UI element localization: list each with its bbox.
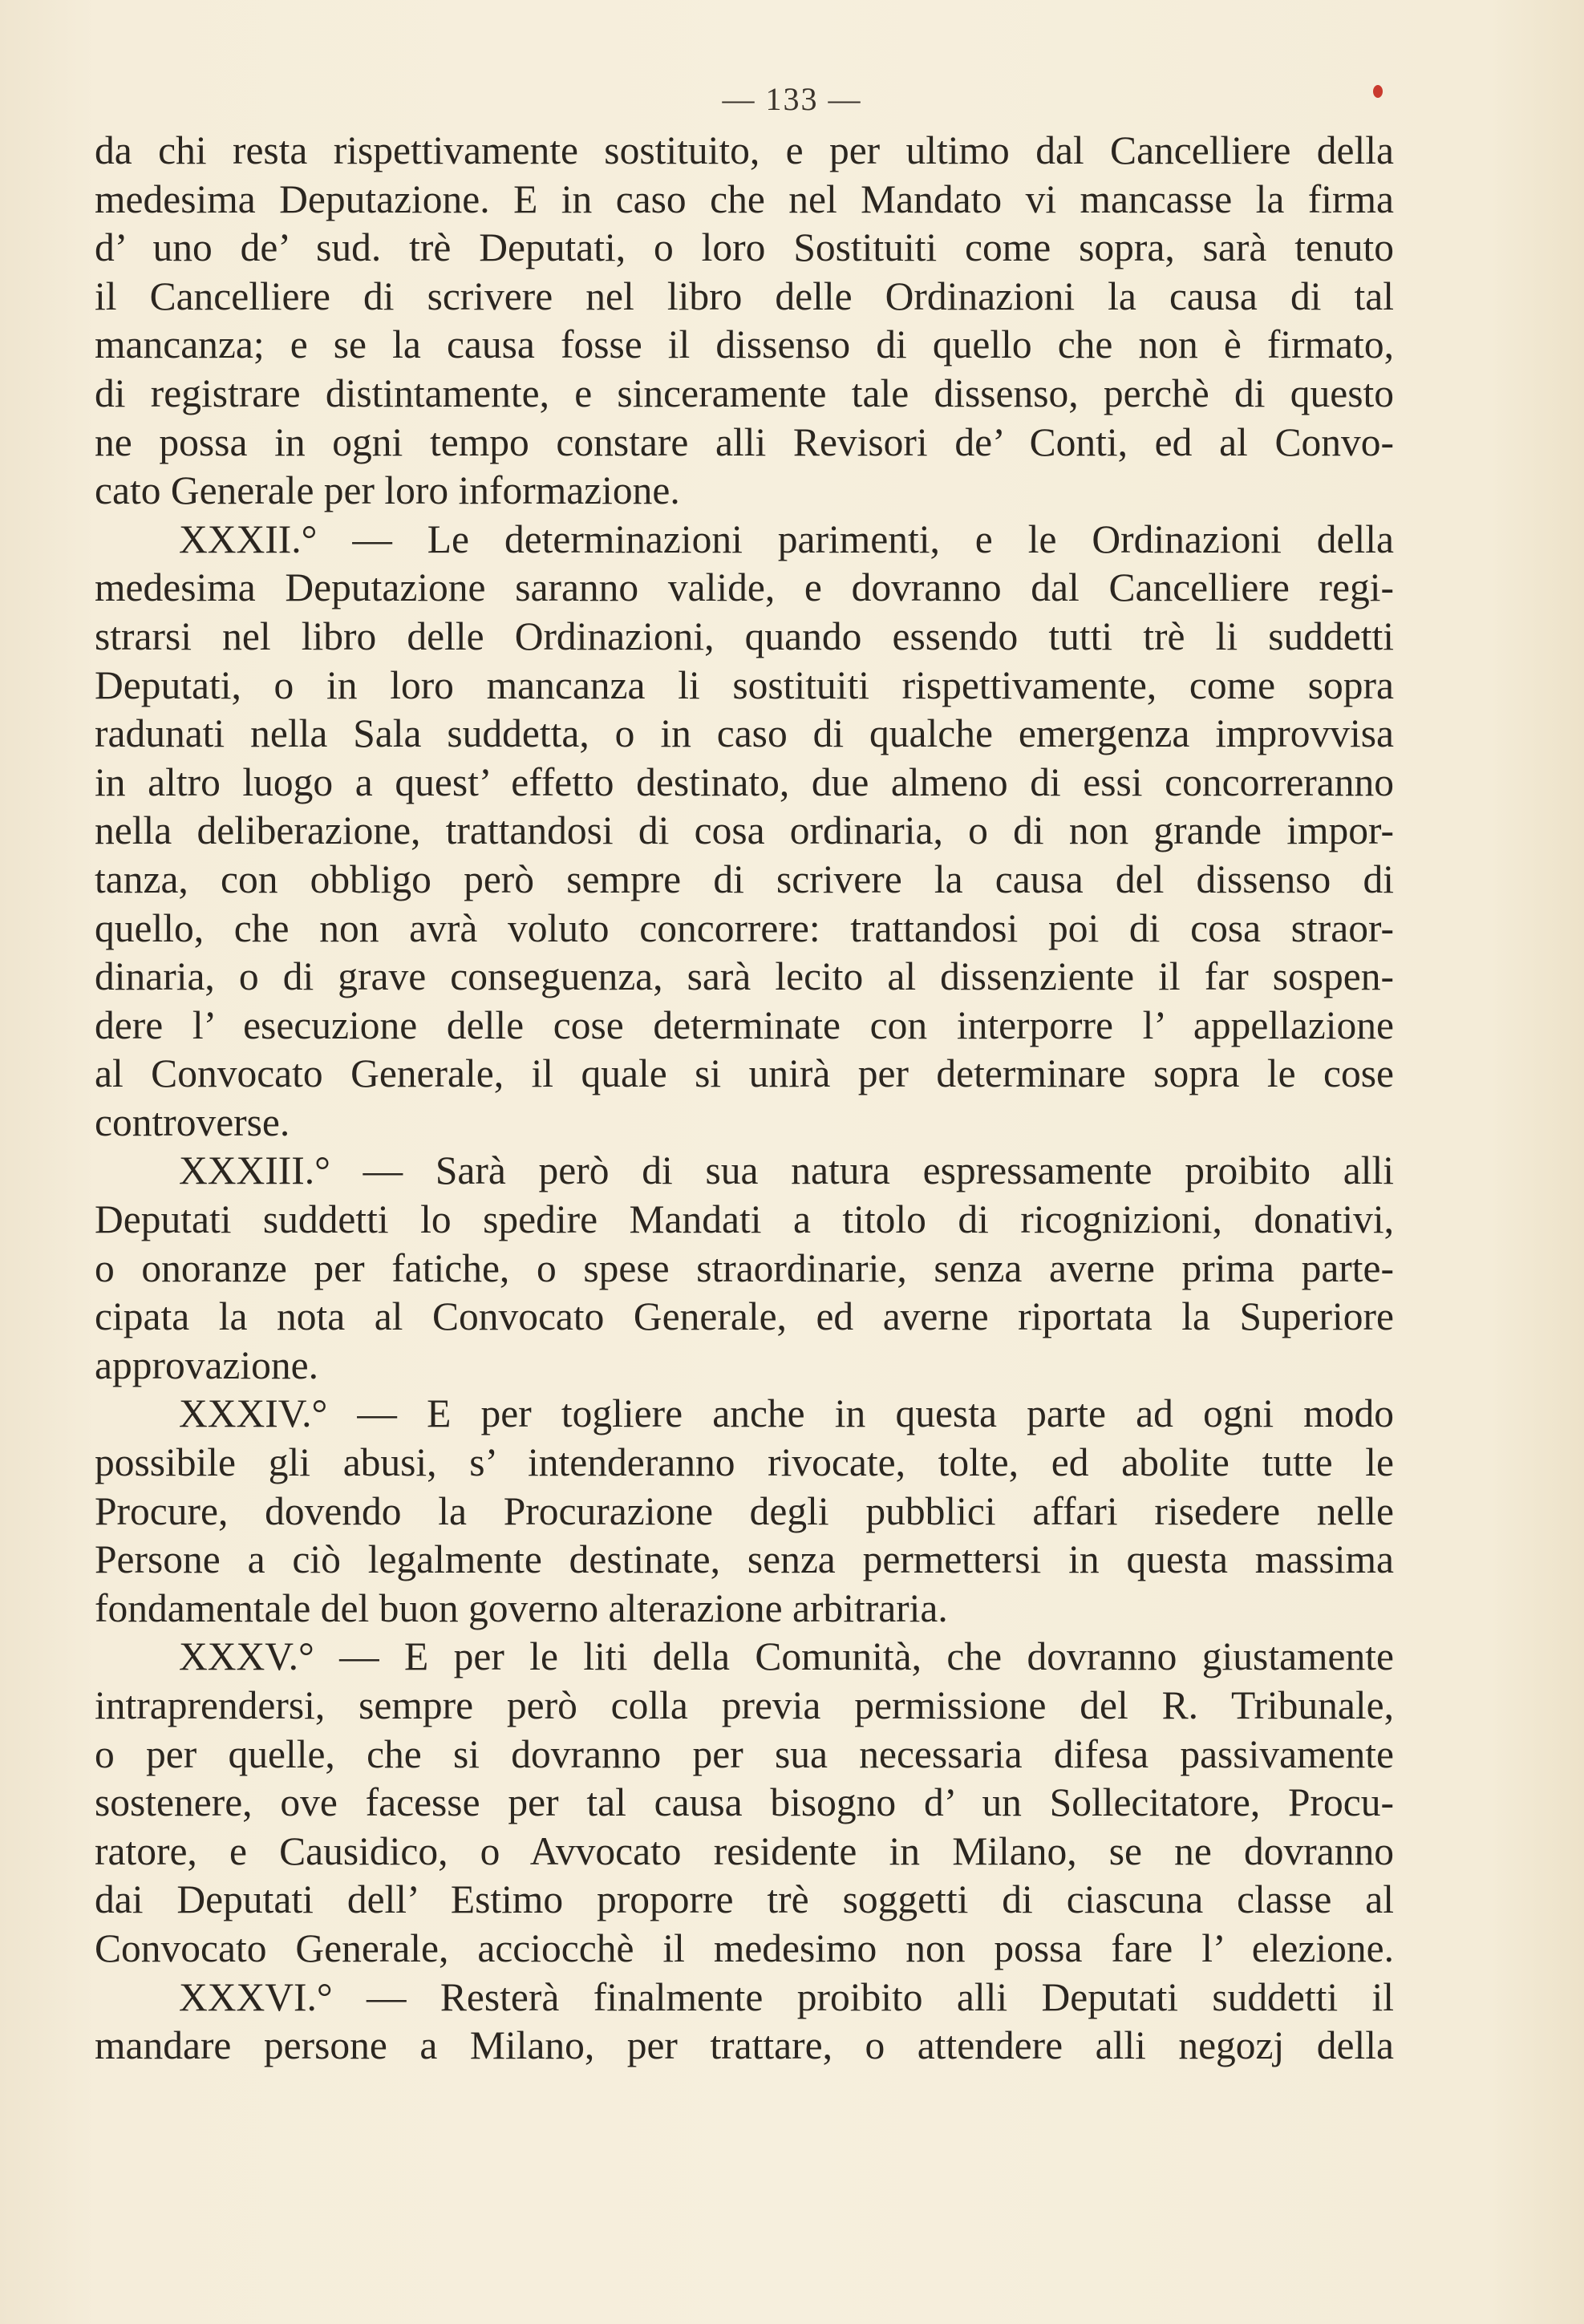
text-line: XXXV.° — E per le liti della Comunità, che dovranno giustamente bbox=[179, 1634, 1394, 1679]
text-line: dai Deputati dell’ Estimo proporre trè soggetti di ciascuna classe al bbox=[95, 1877, 1394, 1922]
text-line: Convocato Generale, acciocchè il medesimo non possa fare l’ elezione. bbox=[95, 1925, 1394, 1970]
text-line: Persone a ciò legalmente destinate, senza permettersi in questa massima bbox=[95, 1537, 1394, 1582]
text-line: Procure, dovendo la Procurazione degli pubblici affari risedere nelle bbox=[95, 1488, 1394, 1533]
text-line: dinaria, o di grave conseguenza, sarà lecito al dissenziente il far sospen- bbox=[95, 954, 1394, 999]
text-line: Deputati suddetti lo spedire Mandati a titolo di ricognizioni, donativi, bbox=[95, 1197, 1394, 1242]
text-line: XXXVI.° — Resterà finalmente proibito alli Deputati suddetti il bbox=[179, 1974, 1394, 2019]
text-line: XXXII.° — Le determinazioni parimenti, e le Ordinazioni della bbox=[179, 516, 1394, 561]
text-line: o per quelle, che si dovranno per sua necessaria difesa passivamente bbox=[95, 1731, 1394, 1776]
text-line: in altro luogo a quest’ effetto destinato, due almeno di essi concorreranno bbox=[95, 759, 1394, 804]
red-ink-dot bbox=[1373, 85, 1383, 98]
text-line: ne possa in ogni tempo constare alli Revisori de’ Conti, ed al Convo- bbox=[95, 419, 1394, 464]
text-line: sostenere, ove facesse per tal causa bisogno d’ un Sollecitatore, Procu- bbox=[95, 1780, 1394, 1825]
text-line: intraprendersi, sempre però colla previa permissione del R. Tribunale, bbox=[95, 1683, 1394, 1727]
text-line: mandare persone a Milano, per trattare, o attendere alli negozj della bbox=[95, 2023, 1394, 2068]
text-line: controverse. bbox=[95, 1099, 290, 1144]
text-line: possibile gli abusi, s’ intenderanno rivocate, tolte, ed abolite tutte le bbox=[95, 1440, 1394, 1485]
text-line: strarsi nel libro delle Ordinazioni, quando essendo tutti trè li suddetti bbox=[95, 613, 1394, 658]
text-line: o onoranze per fatiche, o spese straordinarie, senza averne prima parte- bbox=[95, 1245, 1394, 1290]
text-line: approvazione. bbox=[95, 1342, 318, 1387]
text-line: XXXIII.° — Sarà però di sua natura espressamente proibito alli bbox=[179, 1148, 1394, 1193]
text-line: dere l’ esecuzione delle cose determinate con interporre l’ appellazione bbox=[95, 1002, 1394, 1047]
text-line: nella deliberazione, trattandosi di cosa ordinaria, o di non grande impor- bbox=[95, 808, 1394, 853]
text-line: XXXIV.° — E per toglierе anche in questa parte ad ogni modo bbox=[179, 1391, 1394, 1436]
text-line: radunati nella Sala suddetta, o in caso di qualche emergenza improvvisa bbox=[95, 711, 1394, 756]
page-number: — 133 — bbox=[722, 81, 862, 117]
text-line: fondamentale del buon governo alterazione arbitraria. bbox=[95, 1585, 948, 1630]
text-line: d’ uno de’ sud. trè Deputati, o loro Sostituiti come sopra, sarà tenuto bbox=[95, 225, 1394, 270]
text-line: il Cancelliere di scrivere nel libro delle Ordinazioni la causa di tal bbox=[95, 273, 1394, 318]
text-line: cato Generale per loro informazione. bbox=[95, 468, 680, 513]
text-line: medesima Deputazione saranno valide, e dovranno dal Cancelliere regi- bbox=[95, 565, 1394, 610]
text-line: Deputati, o in loro mancanza li sostituiti rispettivamente, come sopra bbox=[95, 662, 1394, 707]
text-line: ratore, e Causidico, o Avvocato residente in Milano, se ne dovranno bbox=[95, 1828, 1394, 1873]
text-line: da chi resta rispettivamente sostituito, e per ultimo dal Cancelliere della bbox=[95, 128, 1394, 172]
text-line: cipata la nota al Convocato Generale, ed averne riportata la Superiore bbox=[95, 1294, 1394, 1339]
text-line: al Convocato Generale, il quale si unirà per determinare sopra le cose bbox=[95, 1051, 1394, 1096]
text-line: tanza, con obbligo però sempre di scrivere la causa del dissenso di bbox=[95, 856, 1394, 901]
body-text bbox=[95, 127, 1394, 2071]
text-line: quello, che non avrà voluto concorrere: trattandosi poi di cosa straor- bbox=[95, 905, 1394, 950]
text-line: medesima Deputazione. E in caso che nel Mandato vi mancasse la firma bbox=[95, 176, 1394, 221]
text-line: mancanza; e se la causa fosse il dissenso di quello che non è firmato, bbox=[95, 322, 1394, 367]
text-line: di registrare distintamente, e sinceramente tale dissenso, perchè di questo bbox=[95, 370, 1394, 415]
